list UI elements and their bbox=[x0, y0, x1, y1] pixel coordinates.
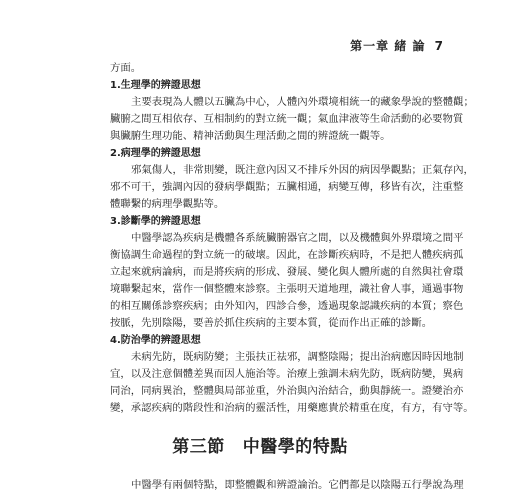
page-content bbox=[110, 60, 474, 494]
physiology-paragraph-line: 與臟腑生理功能、精神活動與生理活動之間的辨證統一觀等。 bbox=[110, 130, 391, 142]
therapeutics-paragraph-line: 未病先防，既病防變；主張扶正祛邪，調整陰陽；提出治病應因時因地制 bbox=[131, 351, 464, 363]
section-title: 中醫學的特點 bbox=[242, 437, 348, 457]
pathology-heading: 2.病理學的辨證思想 bbox=[110, 148, 201, 159]
therapeutics-paragraph-line: 同治，同病異治，整體與局部並重，外治與內治結合，動與靜統一。證變治亦 bbox=[110, 385, 464, 397]
running-header bbox=[350, 37, 444, 54]
pathology-paragraph-line: 邪不可干，強調內因的發病學觀點；五臟相通，病變互傳，移皆有次，注重整 bbox=[110, 181, 464, 193]
chapter-title: 第一章 緒 論 bbox=[350, 39, 426, 53]
diagnostics-paragraph-line: 境聯繫起來，當作一個整體來診察。主張明天道地理，識社會人事，通過事物 bbox=[110, 283, 464, 295]
diagnostics-paragraph-line: 按脈，先別陰陽，要善於抓住疾病的主要本質，從而作出正確的診斷。 bbox=[110, 317, 433, 329]
pathology-paragraph-line: 體聯繫的病理學觀點等。 bbox=[110, 198, 225, 210]
section-heading bbox=[110, 423, 410, 471]
diagnostics-heading: 3.診斷學的辨證思想 bbox=[110, 216, 201, 227]
physiology-paragraph-line: 主要表現為人體以五臟為中心，人體內外環境相統一的藏象學說的整體觀； bbox=[131, 96, 474, 108]
diagnostics-paragraph-line: 立起來就病論病，而是將疾病的形成、發展、變化與人體所處的自然與社會環 bbox=[110, 266, 464, 278]
section-number: 第三節 bbox=[172, 437, 225, 457]
physiology-heading: 1.生理學的辨證思想 bbox=[110, 80, 201, 91]
physiology-paragraph-line: 臟腑之間互相依存、互相制約的對立統一觀；氣血津液等生命活動的必要物質 bbox=[110, 113, 464, 125]
page-number: 7 bbox=[434, 39, 444, 53]
continued-text: 方面。 bbox=[110, 62, 142, 74]
diagnostics-paragraph-line: 衡協調生命過程的對立統一的破壞。因此，在診斷疾病時，不是把人體疾病孤 bbox=[110, 249, 464, 261]
therapeutics-heading: 4.防治學的辨證思想 bbox=[110, 335, 201, 346]
therapeutics-paragraph-line: 宜，以及注意個體差異而因人施治等。治療上強調未病先防，既病防變，異病 bbox=[110, 368, 464, 380]
pathology-paragraph-line: 邪氣傷人，非常則變，既注意內因又不排斥外因的病因學觀點；正氣存內， bbox=[131, 164, 474, 176]
therapeutics-paragraph-line: 變，承認疾病的階段性和治病的靈活性，用藥應貴於精重在度，有方，有守等。 bbox=[110, 402, 474, 414]
diagnostics-paragraph-line: 的相互關係診察疾病；由外知內，四診合參，透過現象認識疾病的本質；察色 bbox=[110, 300, 464, 312]
closing-paragraph-line: 中醫學有兩個特點，即整體觀和辨證論治。它們都是以陰陽五行學說為理 bbox=[131, 479, 464, 491]
diagnostics-paragraph-line: 中醫學認為疾病是機體各系統臟腑器官之間，以及機體與外界環境之間平 bbox=[131, 232, 464, 244]
